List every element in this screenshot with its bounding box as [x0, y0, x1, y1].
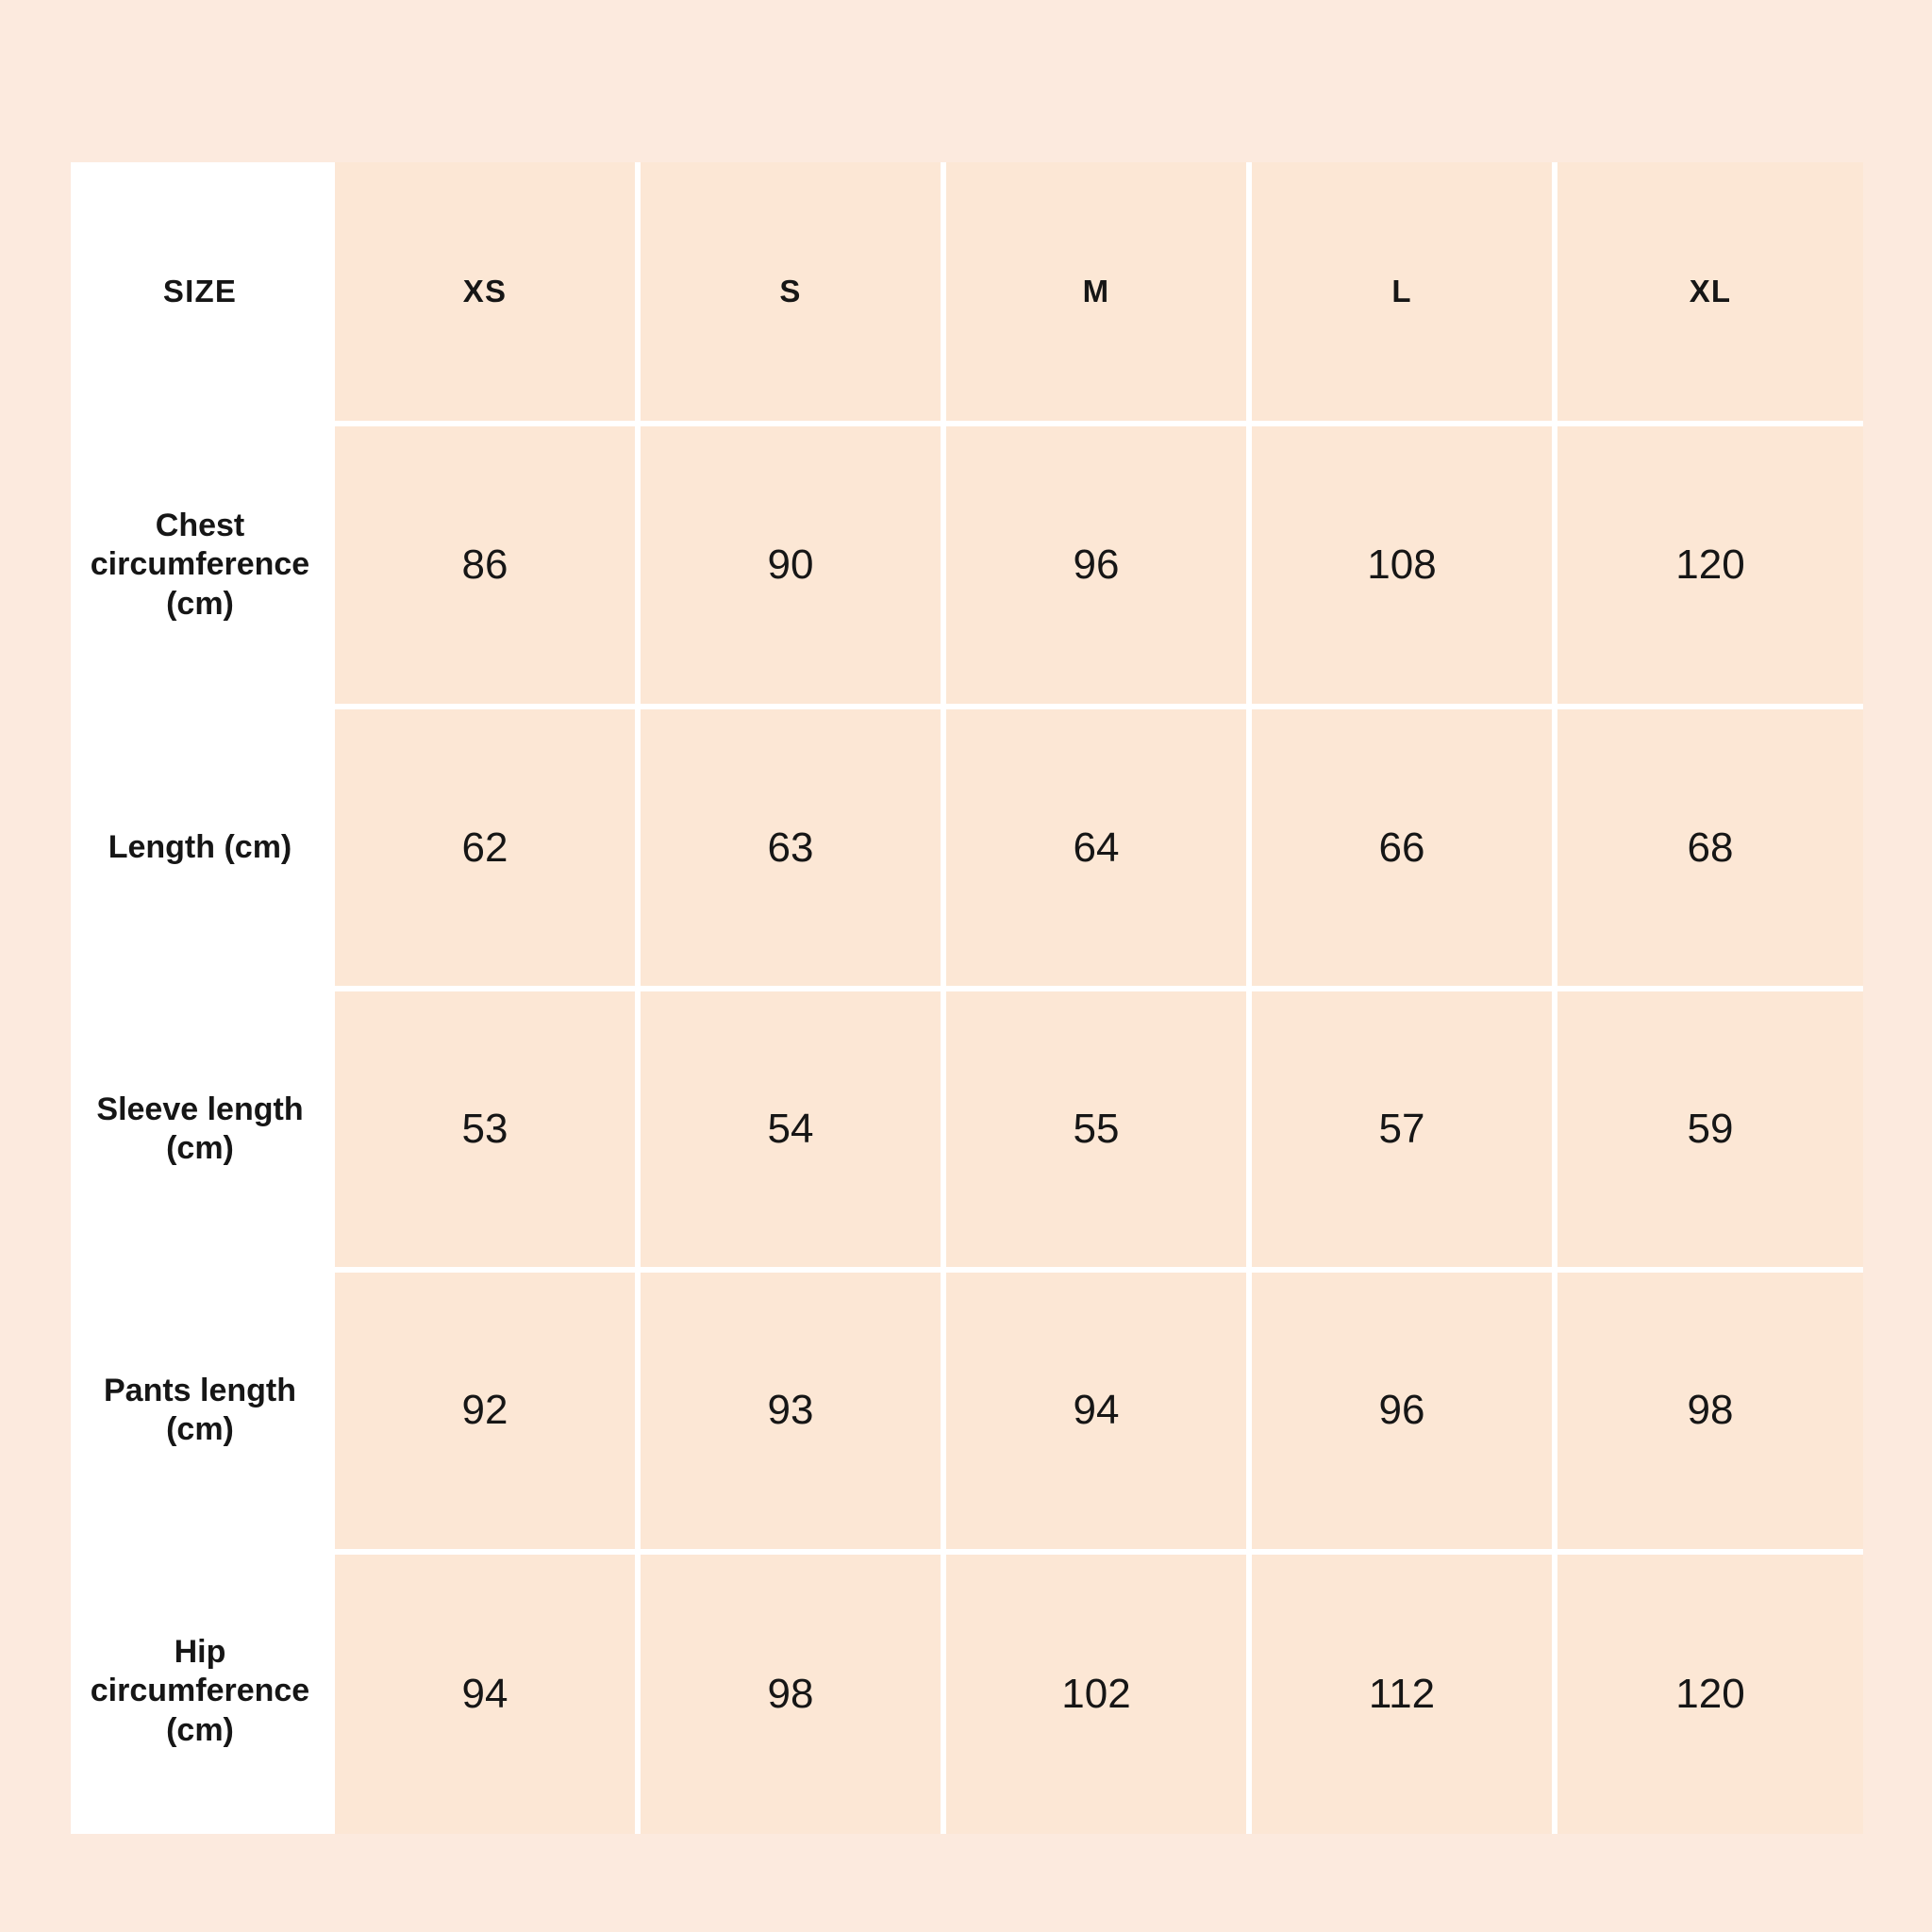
column-header-m: M [946, 162, 1252, 426]
cell-hip-xs: 94 [335, 1555, 641, 1834]
cell-sleeve-xl: 59 [1557, 991, 1863, 1273]
table-row [71, 991, 1863, 1273]
row-label-pants-length: Pants length (cm) [71, 1273, 335, 1554]
column-header-xs: XS [335, 162, 641, 426]
cell-length-l: 66 [1252, 709, 1557, 991]
column-header-s: S [641, 162, 946, 426]
column-header-l: L [1252, 162, 1557, 426]
cell-sleeve-s: 54 [641, 991, 946, 1273]
cell-hip-s: 98 [641, 1555, 946, 1834]
cell-pants-xs: 92 [335, 1273, 641, 1554]
cell-pants-xl: 98 [1557, 1273, 1863, 1554]
row-label-hip-circumference: Hip circumference (cm) [71, 1555, 335, 1834]
cell-chest-xs: 86 [335, 426, 641, 709]
cell-chest-m: 96 [946, 426, 1252, 709]
cell-sleeve-xs: 53 [335, 991, 641, 1273]
cell-length-xs: 62 [335, 709, 641, 991]
cell-chest-xl: 120 [1557, 426, 1863, 709]
cell-length-m: 64 [946, 709, 1252, 991]
table-row [71, 426, 1863, 709]
cell-sleeve-m: 55 [946, 991, 1252, 1273]
table-row [71, 709, 1863, 991]
row-label-sleeve-length: Sleeve length (cm) [71, 991, 335, 1273]
table-header [71, 162, 1863, 426]
table-header-row [71, 162, 1863, 426]
cell-pants-m: 94 [946, 1273, 1252, 1554]
row-label-chest-circumference: Chest circumference (cm) [71, 426, 335, 709]
cell-length-xl: 68 [1557, 709, 1863, 991]
cell-length-s: 63 [641, 709, 946, 991]
cell-hip-m: 102 [946, 1555, 1252, 1834]
cell-chest-s: 90 [641, 426, 946, 709]
table-row [71, 1273, 1863, 1554]
column-header-size: SIZE [71, 162, 335, 426]
column-header-xl: XL [1557, 162, 1863, 426]
cell-hip-xl: 120 [1557, 1555, 1863, 1834]
cell-pants-l: 96 [1252, 1273, 1557, 1554]
cell-pants-s: 93 [641, 1273, 946, 1554]
table-body [71, 426, 1863, 1834]
cell-sleeve-l: 57 [1252, 991, 1557, 1273]
cell-hip-l: 112 [1252, 1555, 1557, 1834]
size-chart-table [71, 162, 1863, 1834]
table-row [71, 1555, 1863, 1834]
row-label-length: Length (cm) [71, 709, 335, 991]
cell-chest-l: 108 [1252, 426, 1557, 709]
